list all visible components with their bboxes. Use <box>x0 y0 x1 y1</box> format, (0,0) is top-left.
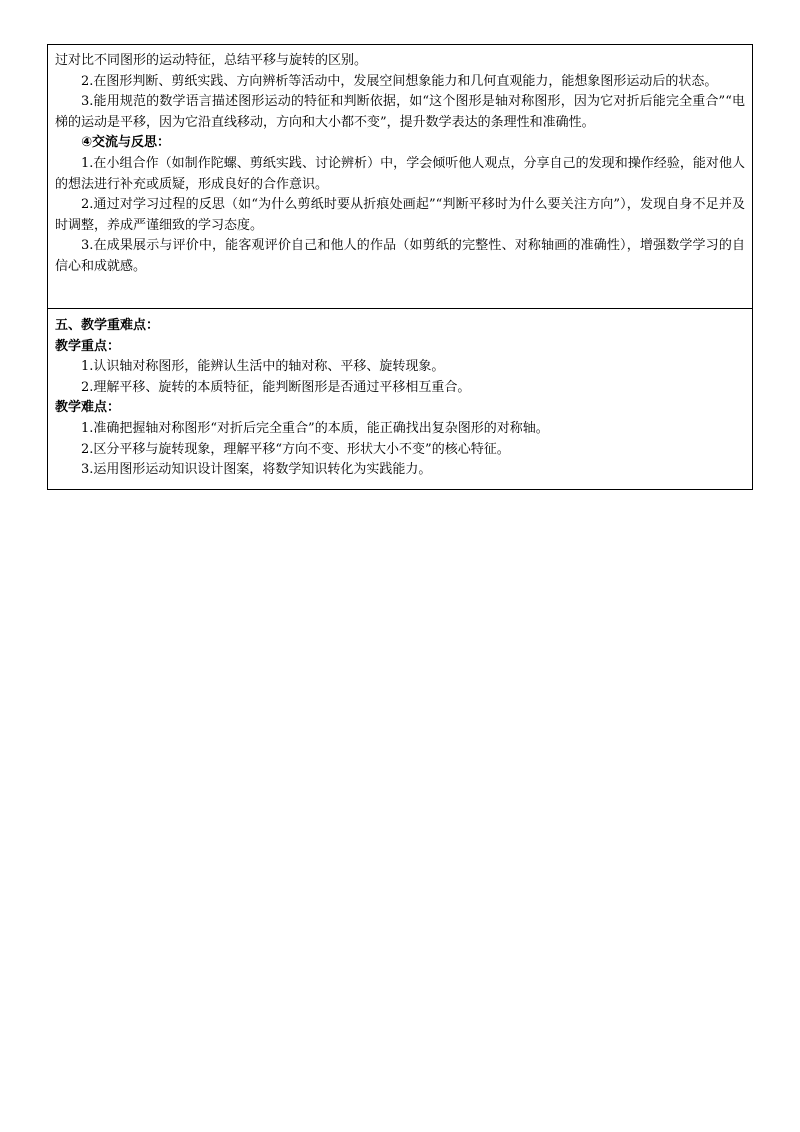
objective-item-2: 2.在图形判断、剪纸实践、方向辨析等活动中，发展空间想象能力和几何直观能力，能想象图形运动后的状态。 <box>81 73 718 89</box>
difficulty-2: 2.区分平移与旋转现象，理解平移“方向不变、形状大小不变”的核心特征。 <box>81 441 510 457</box>
key-point-2: 2.理解平移、旋转的本质特征，能判断图形是否通过平移相互重合。 <box>81 379 471 395</box>
difficulties-heading: 教学难点： <box>55 400 121 416</box>
reflection-item-3: 3.在成果展示与评价中，能客观评价自己和他人的作品（如剪纸的完整性、对称轴画的准确性），增强数学学习的自信心和成就感。 <box>55 238 745 274</box>
key-difficult-points-cell <box>48 308 752 489</box>
reflection-item-2: 2.通过对学习过程的反思（如“为什么剪纸时要从折痕处画起”“判断平移时为什么要关注方向”），发现自身不足并及时调整，养成严谨细致的学习态度。 <box>55 197 745 233</box>
section-five-title: 五、教学重难点： <box>55 318 160 333</box>
objectives-cell <box>48 45 752 308</box>
reflection-item-1: 1.在小组合作（如制作陀螺、剪纸实践、讨论辨析）中，学会倾听他人观点，分享自己的发现和操作经验，能对他人的想法进行补充或质疑，形成良好的合作意识。 <box>55 155 745 192</box>
difficulty-3: 3.运用图形运动知识设计图案，将数学知识转化为实践能力。 <box>81 462 432 478</box>
continuation-text: 过对比不同图形的运动特征，总结平移与旋转的区别。 <box>55 53 368 68</box>
lesson-plan-table <box>47 44 753 490</box>
reflection-heading: ④交流与反思： <box>81 135 171 151</box>
difficulty-1: 1.准确把握轴对称图形“对折后完全重合”的本质，能正确找出复杂图形的对称轴。 <box>81 420 549 436</box>
objective-item-3: 3.能用规范的数学语言描述图形运动的特征和判断依据，如“这个图形是轴对称图形，因为它对折后能完全重合”“电梯的运动是平移，因为它沿直线移动，方向和大小都不变”，提升数学表达的条理性和准确性。 <box>55 94 745 130</box>
key-point-1: 1.认识轴对称图形，能辨认生活中的轴对称、平移、旋转现象。 <box>81 359 445 375</box>
key-points-heading: 教学重点： <box>55 338 121 354</box>
